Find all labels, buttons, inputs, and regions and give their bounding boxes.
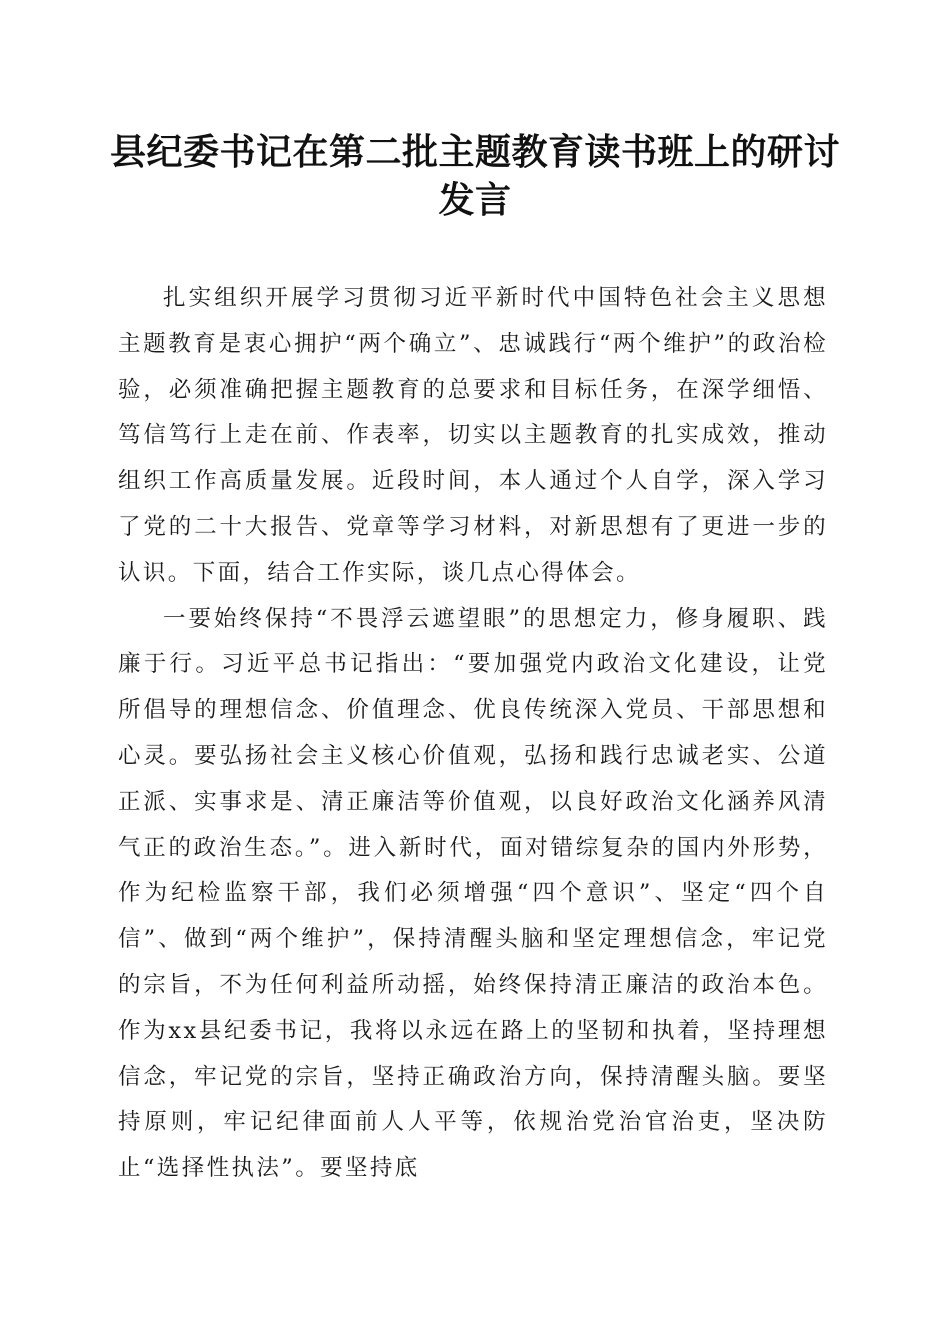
document-title: 县纪委书记在第二批主题教育读书班上的研讨发言 xyxy=(109,131,840,221)
paragraph-point-one: 一要始终保持“不畏浮云遮望眼”的思想定力，修身履职、践廉于行。习近平总书记指出：“要加强党内政治文化建设，让党所倡导的理想信念、价值理念、优良传统深入党员、干部思想和心灵。要弘扬社会主义核心价值观，弘扬和践行忠诚老实、公道正派、实事求是、清正廉洁等价值观，以良好政治文化涵养风清气正的政治生态。”。进入新时代，面对错综复杂的国内外形势，作为纪检监察干部，我们必须增强“四个意识”、坚定“四个自信”、做到“两个维护”，保持清醒头脑和坚定理想信念，牢记党的宗旨，不为任何利益所动摇，始终保持清正廉洁的政治本色。作为xx县纪委书记，我将以永远在路上的坚韧和执着，坚持理想信念，牢记党的宗旨，坚持正确政治方向，保持清醒头脑。要坚持原则，牢记纪律面前人人平等，依规治党治官治吏，坚决防止“选择性执法”。要坚持底 xyxy=(118,605,828,1182)
paragraph-intro: 扎实组织开展学习贯彻习近平新时代中国特色社会主义思想主题教育是衷心拥护“两个确立”、忠诚践行“两个维护”的政治检验，必须准确把握主题教育的总要求和目标任务，在深学细悟、笃信笃行上走在前、作表率，切实以主题教育的扎实成效，推动组织工作高质量发展。近段时间，本人通过个人自学，深入学习了党的二十大报告、党章等学习材料，对新思想有了更进一步的认识。下面，结合工作实际，谈几点心得体会。 xyxy=(118,285,828,586)
document-body xyxy=(118,276,828,1192)
